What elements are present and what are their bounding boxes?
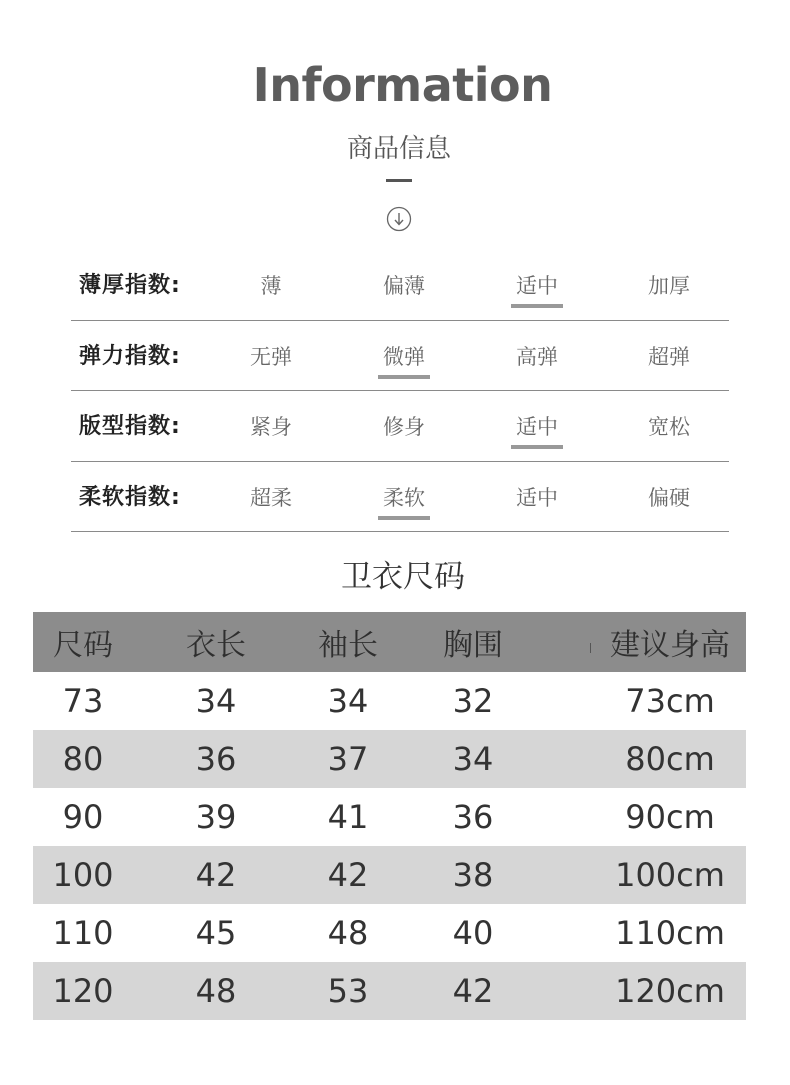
table-cell: 45: [195, 914, 237, 952]
table-cell: 34: [327, 682, 369, 720]
table-cell: 37: [327, 740, 369, 778]
index-option: 宽松: [648, 415, 690, 439]
table-cell: 38: [452, 856, 494, 894]
table-cell: 41: [327, 798, 369, 836]
table-row: [33, 962, 746, 1020]
column-header: 建议身高: [610, 628, 730, 663]
index-row: [71, 391, 729, 462]
index-option: 薄: [260, 274, 282, 298]
index-option-selected: 柔软: [364, 482, 444, 512]
table-cell: 53: [327, 972, 369, 1010]
table-row: [33, 730, 746, 788]
table-cell: 80cm: [625, 740, 715, 778]
index-label: 薄厚指数:: [79, 273, 181, 298]
table-cell: 110cm: [615, 914, 725, 952]
table-row: [33, 788, 746, 846]
table-cell: 73: [62, 682, 104, 720]
table-cell: 48: [195, 972, 237, 1010]
table-cell: 32: [452, 682, 494, 720]
product-index-table: [71, 250, 729, 532]
table-cell: 120cm: [615, 972, 725, 1010]
index-option-selected: 微弹: [364, 341, 444, 371]
index-option: 超柔: [250, 485, 292, 510]
column-header: 胸围: [443, 628, 503, 663]
title-divider: [386, 179, 412, 182]
index-label: 版型指数:: [79, 414, 181, 439]
table-cell: 90: [62, 798, 104, 836]
table-cell: 34: [195, 682, 237, 720]
index-label: 弹力指数:: [79, 343, 181, 369]
index-option: 加厚: [648, 274, 690, 298]
table-header: [33, 612, 746, 672]
table-cell: 100cm: [615, 856, 725, 894]
column-header: 尺码: [53, 628, 113, 663]
size-chart-title: 卫衣尺码: [341, 559, 465, 595]
table-cell: 90cm: [625, 798, 715, 836]
table-cell: 39: [195, 798, 237, 836]
page-title: Information: [252, 58, 553, 112]
table-cell: 48: [327, 914, 369, 952]
index-row: [71, 250, 729, 321]
index-option: 无弹: [250, 344, 292, 369]
size-chart-table: [33, 612, 746, 1020]
index-option: 修身: [383, 415, 425, 439]
table-cell: 34: [452, 740, 494, 778]
index-option: 紧身: [250, 415, 292, 439]
index-option: 适中: [516, 485, 558, 510]
table-row: [33, 904, 746, 962]
table-cell: 42: [327, 856, 369, 894]
column-header: 衣长: [186, 628, 246, 663]
index-option-selected: 适中: [497, 411, 577, 441]
header-separator: [590, 643, 591, 653]
index-option: 高弹: [516, 344, 558, 369]
table-cell: 100: [52, 856, 114, 894]
index-row: [71, 321, 729, 392]
index-option-selected: 适中: [497, 270, 577, 300]
column-header: 袖长: [318, 628, 378, 663]
table-cell: 73cm: [625, 682, 715, 720]
table-cell: 80: [62, 740, 104, 778]
index-option: 偏硬: [648, 485, 690, 510]
index-option: 超弹: [648, 344, 690, 369]
page-subtitle: 商品信息: [346, 134, 451, 164]
table-row: [33, 846, 746, 904]
table-cell: 36: [452, 798, 494, 836]
arrow-down-circle-icon: [386, 206, 412, 232]
table-body: [33, 672, 746, 1020]
index-row: [71, 462, 729, 533]
table-cell: 42: [195, 856, 237, 894]
table-cell: 110: [52, 914, 114, 952]
table-cell: 42: [452, 972, 494, 1010]
table-row: [33, 672, 746, 730]
table-cell: 120: [52, 972, 114, 1010]
index-option: 偏薄: [383, 274, 425, 298]
index-label: 柔软指数:: [79, 484, 181, 510]
table-cell: 40: [452, 914, 494, 952]
table-cell: 36: [195, 740, 237, 778]
